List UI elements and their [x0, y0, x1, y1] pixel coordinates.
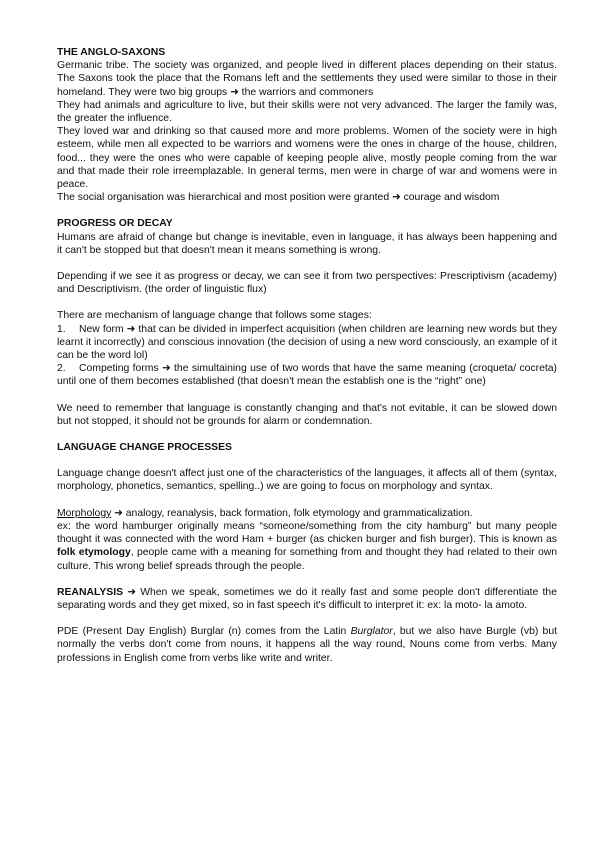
heading-anglo-saxons: THE ANGLO-SAXONS	[57, 47, 166, 58]
morphology-list: ➜ analogy, reanalysis, back formation, folk etymology and grammaticalization.	[111, 507, 473, 519]
list-number: 2.	[57, 363, 66, 375]
pde-text: PDE (Present Day English) Burglar (n) comes from the Latin	[57, 626, 351, 638]
list-item	[57, 362, 557, 388]
reanalysis-label: REANALYSIS	[57, 586, 124, 598]
paragraph: There are mechanism of language change that follows some stages:	[57, 310, 372, 322]
burglator-term: Burglator	[350, 626, 393, 638]
paragraph: We need to remember that language is constantly changing and that's not evitable, it can be slowed down but not stopped, it should not be grounds for alarm or condemnation.	[57, 402, 557, 427]
document-page	[57, 46, 557, 665]
list-item-text: Competing forms ➜ the simultaining use of two words that have the same meaning (croqueta/ cocreta) until one of them becomes established (that doesn't mean the establish one is the “right” one)	[57, 363, 557, 388]
folk-etymology-term: folk etymology	[57, 547, 131, 559]
paragraph: They loved war and drinking so that caused more and more problems. Women of the society were in high esteem, while men all expected to be warriors and womens were the ones in charge of the house, children, food... they were the ones who were capable of keeping people alive, mostly people coming from the war and that made their role irreemplazable. In general terms, men were in charge of war and womens were in peace.	[57, 126, 557, 191]
morphology-label: Morphology	[57, 507, 112, 519]
paragraph-morphology	[57, 507, 557, 520]
example-text: ex: the word hamburger originally means “someone/something from the city hamburg” but many people thought it was connected with the word Ham + burger (as chicken burger and fish burger). This is known as	[57, 520, 557, 546]
paragraph-pde	[57, 625, 557, 665]
list-item-text: New form ➜ that can be divided in imperfect acquisition (when children are learning new words but they learnt it incorrectly) and conscious innovation (the decision of using a new word consciously, an example of it can be the word lol)	[57, 323, 557, 362]
paragraph: Language change doesn't affect just one of the characteristics of the languages, it affects all of them (syntax, morphology, phonetics, semantics, spelling..) we are going to focus on morphology and syntax.	[57, 468, 557, 493]
paragraph-reanalysis	[57, 586, 557, 612]
reanalysis-text: ➜ When we speak, sometimes we do it really fast and some people don't differentiate the separating words and they get mixed, so in fast speech it's difficult to interpret it: ex: la moto- la amoto.	[57, 586, 557, 611]
list-item	[57, 323, 557, 363]
paragraph: The social organisation was hierarchical and most position were granted ➜ courage and wisdom	[57, 192, 500, 204]
paragraph-example	[57, 520, 557, 573]
paragraph: They had animals and agriculture to live, but their skills were not very advanced. The larger the family was, the greater the influence.	[57, 99, 557, 125]
heading-progress-or-decay: PROGRESS OR DECAY	[57, 218, 173, 230]
paragraph: Depending if we see it as progress or decay, we can see it from two perspectives: Prescriptivism (academy) and Descriptivism. (the order of linguistic flux)	[57, 271, 557, 296]
example-text-cont: , people came with a meaning for something from and thought they had related to their own culture. This wrong belief spreads through the people.	[57, 547, 558, 572]
list-number: 1.	[57, 323, 66, 335]
pde-text-cont: , but we also have Burgle (vb) but normally the verbs don't come from nouns, it happens all the way round, Nouns come from verbs. Many professions in English come from verbs like write and writer.	[57, 626, 557, 664]
paragraph: Germanic tribe. The society was organized, and people lived in different places depending on their status. The Saxons took the place that the Romans left and the settlements they used were similar to those in their homeland. They were two big groups ➜ the warriors and commoners	[57, 60, 557, 98]
paragraph: Humans are afraid of change but change is inevitable, even in language, it has always been happening and it can't be stopped but that doesn't mean it means something is wrong.	[57, 231, 557, 256]
heading-language-change-processes: LANGUAGE CHANGE PROCESSES	[57, 442, 232, 454]
